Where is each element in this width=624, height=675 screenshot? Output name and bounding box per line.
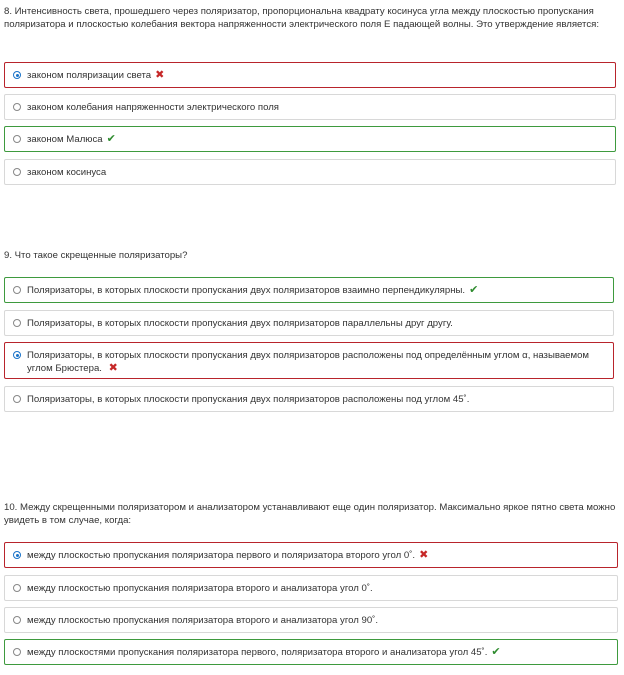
answer-label: Поляризаторы, в которых плоскости пропускания двух поляризаторов взаимно перпендикулярны. xyxy=(27,284,466,296)
answer-option[interactable] xyxy=(4,342,614,379)
correct-check-icon: ✔ xyxy=(491,645,501,658)
answer-label: законом косинуса xyxy=(27,166,107,178)
answer-option[interactable] xyxy=(4,126,616,152)
question-8-text: 8. Интенсивность света, прошедшего через поляризатор, пропорциональна квадрату косинуса угла между плоскостью пропускания поляризатора и плоскостью колебания вектора напряженности электрического поля E падающей волны. Это утверждение является: xyxy=(4,6,599,30)
answer-label: Поляризаторы, в которых плоскости пропускания двух поляризаторов расположены под углом 45˚. xyxy=(27,393,470,405)
incorrect-x-icon: ✖ xyxy=(155,68,165,81)
correct-check-icon: ✔ xyxy=(106,132,116,145)
radio-button[interactable] xyxy=(13,168,21,176)
answer-option[interactable] xyxy=(4,386,614,412)
radio-button[interactable] xyxy=(13,616,21,624)
question-10-text: 10. Между скрещенными поляризатором и анализатором устанавливают еще один поляризатор. Максимально яркое пятно света можно увидеть в том случае, когда: xyxy=(4,502,616,526)
answer-option[interactable] xyxy=(4,310,614,336)
answer-option[interactable] xyxy=(4,94,616,120)
answer-option[interactable] xyxy=(4,607,618,633)
answer-option[interactable] xyxy=(4,62,616,88)
radio-button[interactable] xyxy=(13,395,21,403)
question-9-text: 9. Что такое скрещенные поляризаторы? xyxy=(4,250,188,261)
answer-label: между плоскостью пропускания поляризатора второго и анализатора угол 0˚. xyxy=(27,582,373,594)
incorrect-x-icon: ✖ xyxy=(108,362,118,374)
radio-button[interactable] xyxy=(13,551,21,559)
answer-label: между плоскостями пропускания поляризатора первого, поляризатора второго и анализатора угол 45˚. xyxy=(27,646,488,658)
radio-button[interactable] xyxy=(13,135,21,143)
answer-option[interactable] xyxy=(4,575,618,601)
answer-label: Поляризаторы, в которых плоскости пропускания двух поляризаторов параллельны друг другу. xyxy=(27,317,453,329)
radio-button[interactable] xyxy=(13,319,21,327)
answer-option[interactable] xyxy=(4,277,614,303)
radio-button[interactable] xyxy=(13,351,21,359)
answer-option[interactable] xyxy=(4,159,616,185)
radio-button[interactable] xyxy=(13,584,21,592)
answer-label: между плоскостью пропускания поляризатора первого и поляризатора второго угол 0˚. xyxy=(27,549,416,561)
answer-label: законом колебания напряженности электрического поля xyxy=(27,101,279,113)
radio-button[interactable] xyxy=(13,103,21,111)
answer-option[interactable] xyxy=(4,542,618,568)
answer-label: законом Малюса xyxy=(27,133,103,145)
answer-option[interactable] xyxy=(4,639,618,665)
incorrect-x-icon: ✖ xyxy=(419,548,429,561)
answer-label: между плоскостью пропускания поляризатора второго и анализатора угол 90˚. xyxy=(27,614,379,626)
answer-label: законом поляризации света xyxy=(27,69,152,81)
radio-button[interactable] xyxy=(13,286,21,294)
radio-button[interactable] xyxy=(13,71,21,79)
radio-button[interactable] xyxy=(13,648,21,656)
correct-check-icon: ✔ xyxy=(469,283,479,296)
answer-label: Поляризаторы, в которых плоскости пропускания двух поляризаторов расположены под определённым углом α, называемом углом Брюстера. xyxy=(27,350,590,374)
